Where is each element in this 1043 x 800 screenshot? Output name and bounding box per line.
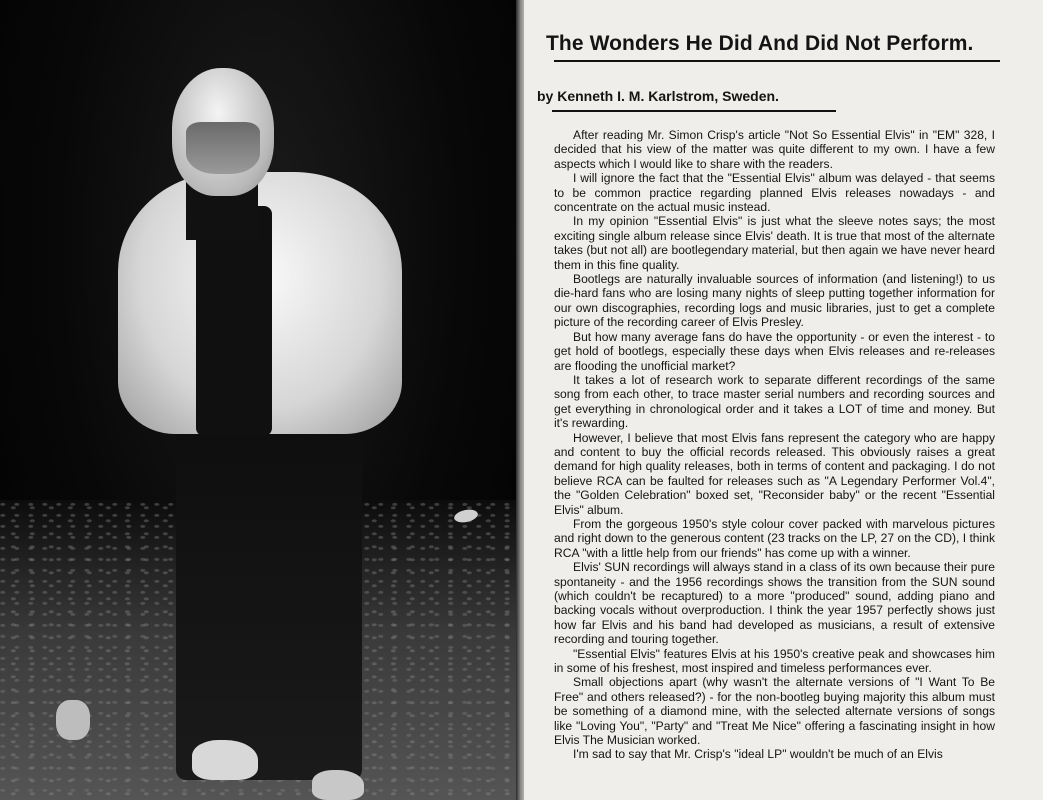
- article-paragraph: From the gorgeous 1950's style colour cover packed with marvelous pictures and right down to the generous content (23 tracks on the LP, 27 on the CD), I think RCA "with a little help from our friends" has come up with a winner.: [554, 516, 995, 560]
- byline-rule: [552, 110, 836, 112]
- article-paragraph: It takes a lot of research work to separate different recordings of the same song from each other, to trace master serial numbers and recording sources and get everything in chronological order and it takes a LOT of time and money. But it's rewarding.: [554, 372, 995, 431]
- article-paragraph: However, I believe that most Elvis fans represent the category who are happy and content to buy the official records released. This obviously raises a great demand for high quality releases, both in terms of content and packaging. I do not believe RCA can be faulted for releases such as "A Legendary Performer Vol.4", the "Golden Celebration" boxed set, "Reconsider baby" or the recent "Essential Elvis" album.: [554, 430, 995, 517]
- article-paragraph: In my opinion "Essential Elvis" is just what the sleeve notes says; the most exciting single album release since Elvis' death. It is true that most of the alternate takes (but not all) are bootlegendary material, but then again we have never heard them in this fine quality.: [554, 214, 995, 272]
- article-paragraph: But how many average fans do have the opportunity - or even the interest - to get hold of bootlegs, especially these days when Elvis releases and re-releases are flooding the unofficial market?: [554, 329, 995, 373]
- figure-legs: [176, 420, 362, 780]
- article-paragraph: Elvis' SUN recordings will always stand in a class of its own because their pure spontaneity - and the 1956 recordings shows the transition from the SUN sound (which couldn't be recaptured) to a more "produced" sound, adding piano and backing vocals without overproduction. I think the year 1957 perfectly shows just how far Elvis and his band had developed as musicians, a result of extensive recording and touring together.: [554, 560, 995, 647]
- article-byline: by Kenneth I. M. Karlstrom, Sweden.: [537, 88, 779, 104]
- article-paragraph: I will ignore the fact that the "Essential Elvis" album was delayed - that seems to be common practice regarding planned Elvis releases nowadays - and concentrate on the actual music instead.: [554, 171, 995, 215]
- article-page: [524, 0, 1043, 800]
- figure-shoe-right: [312, 770, 364, 800]
- article-paragraph: Small objections apart (why wasn't the alternate versions of "I Want To Be Free" and others released?) - for the non-bootleg buying majority this album must be something of a diamond mine, with the selected alternate versions of songs like "Loving You", "Party" and "Treat Me Nice" offering a fascinating insight in how Elvis The Musician worked.: [554, 675, 995, 748]
- article-body: [554, 128, 995, 762]
- article-paragraph: After reading Mr. Simon Crisp's article "Not So Essential Elvis" in "EM" 328, I decided that his view of the matter was quite different to my own. I have a few aspects which I would like to share with the readers.: [554, 128, 995, 171]
- article-paragraph: I'm sad to say that Mr. Crisp's "ideal LP" wouldn't be much of an Elvis: [573, 747, 943, 762]
- article-title: The Wonders He Did And Did Not Perform.: [546, 32, 974, 55]
- article-paragraph: Bootlegs are naturally invaluable sources of information (and listening!) to us die-hard fans who are losing many nights of sleep putting together information for our own discographies, recording logs and music libraries, just to get a complete picture of the recording career of Elvis Presley.: [554, 272, 995, 330]
- title-rule: [554, 60, 1000, 62]
- photograph-man-in-helmet-at-night: [0, 0, 520, 800]
- figure-shirt: [196, 206, 272, 436]
- figure-face: [186, 122, 260, 174]
- photo-litter: [56, 700, 90, 740]
- photo-figure: [0, 0, 520, 800]
- article-paragraph: "Essential Elvis" features Elvis at his 1950's creative peak and showcases him in some of his freshest, most inspired and timeless performances ever.: [554, 646, 995, 676]
- figure-shoe-left: [192, 740, 258, 780]
